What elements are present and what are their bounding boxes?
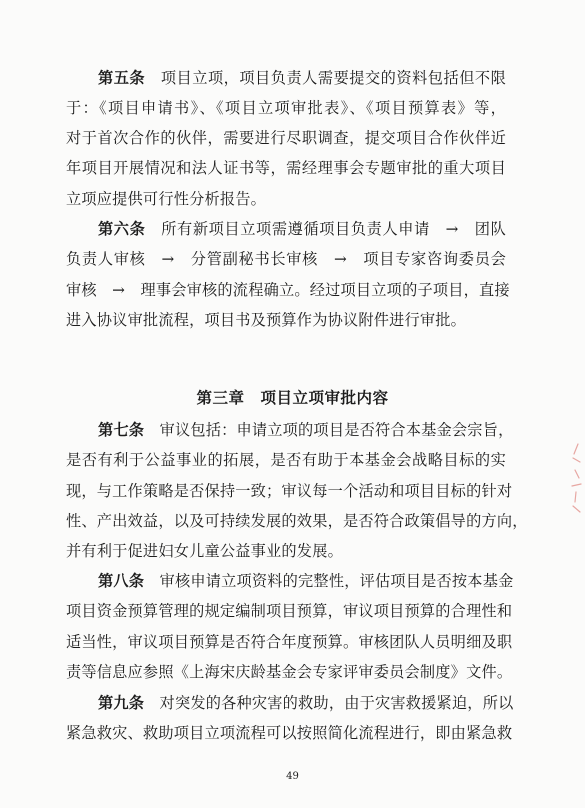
text-run: 对突发的各种灾害的救助，由于灾害救援紧迫，所以 bbox=[144, 694, 514, 712]
text-line bbox=[66, 310, 506, 330]
text-run: 性、产出效益，以及可持续发展的效果，是否符合政策倡导的方向， bbox=[66, 512, 528, 530]
text-run: 现，与工作策略是否保持一致；审议每一个活动和项目目标的针对 bbox=[66, 482, 513, 500]
text-line bbox=[66, 601, 513, 621]
text-run: 对于首次合作的伙伴，需要进行尽职调查，提交项目合作伙伴近 bbox=[66, 129, 506, 147]
text-line bbox=[98, 219, 506, 239]
text-run: 是否有利于公益事业的拓展，是否有助于本基金会战略目标的实 bbox=[66, 451, 506, 469]
text-run: 所有新项目立项需遵循项目负责人申请 → 团队 bbox=[145, 220, 507, 238]
text-run: 于：《项目申请书》、《项目立项审批表》、《项目预算表》等， bbox=[66, 99, 506, 117]
article-label: 第八条 bbox=[98, 572, 145, 590]
text-line bbox=[66, 450, 506, 470]
text-run: 审核申请立项资料的完整性，评估项目是否按本基金 bbox=[144, 572, 514, 590]
text-line bbox=[98, 68, 506, 88]
text-run: 适当性，审议项目预算是否符合年度预算。审核团队人员明细及职 bbox=[66, 633, 513, 651]
text-run: 年项目开展情况和法人证书等，需经理事会专题审批的重大项目 bbox=[66, 159, 506, 177]
text-run: 立项应提供可行性分析报告。 bbox=[66, 190, 267, 208]
text-line bbox=[98, 420, 514, 440]
text-run: 紧急救灾、救助项目立项流程可以按照简化流程进行，即由紧急救 bbox=[66, 724, 513, 742]
text-run: 并有利于促进妇女儿童公益事业的发展。 bbox=[66, 542, 343, 560]
text-line bbox=[66, 280, 510, 300]
article-label: 第五条 bbox=[98, 69, 146, 87]
text-line bbox=[66, 158, 506, 178]
text-run: 审议包括：申请立项的项目是否符合本基金会宗旨， bbox=[144, 421, 514, 439]
text-run: 审核 → 理事会审核的流程确立。经过项目立项的子项目，直接 bbox=[66, 281, 510, 299]
text-run: 项目资金预算管理的规定编制项目预算，审议项目预算的合理性和 bbox=[66, 602, 513, 620]
text-run: 进入协议审批流程，项目书及预算作为协议附件进行审批。 bbox=[66, 311, 467, 329]
article-label: 第七条 bbox=[98, 421, 145, 439]
margin-stamp-mark bbox=[569, 440, 583, 520]
text-run: 项目立项，项目负责人需要提交的资料包括但不限 bbox=[145, 69, 506, 87]
article-label: 第九条 bbox=[98, 694, 145, 712]
text-run: 负责人审核 → 分管副秘书长审核 → 项目专家咨询委员会 bbox=[66, 250, 506, 268]
text-line bbox=[66, 98, 506, 118]
text-line bbox=[66, 249, 506, 269]
text-line bbox=[66, 189, 506, 209]
text-line bbox=[66, 481, 513, 501]
text-line bbox=[98, 571, 514, 591]
text-line bbox=[66, 632, 513, 652]
text-line bbox=[66, 541, 506, 561]
text-line bbox=[66, 511, 528, 531]
text-line bbox=[66, 723, 513, 743]
text-line bbox=[66, 662, 513, 682]
text-run: 责等信息应参照《上海宋庆龄基金会专家评审委员会制度》文件。 bbox=[66, 663, 513, 681]
text-line bbox=[66, 128, 506, 148]
page-number: 49 bbox=[286, 771, 299, 782]
chapter-heading: 第三章 项目立项审批内容 bbox=[196, 388, 389, 407]
text-line bbox=[98, 693, 514, 713]
article-label: 第六条 bbox=[98, 220, 146, 238]
